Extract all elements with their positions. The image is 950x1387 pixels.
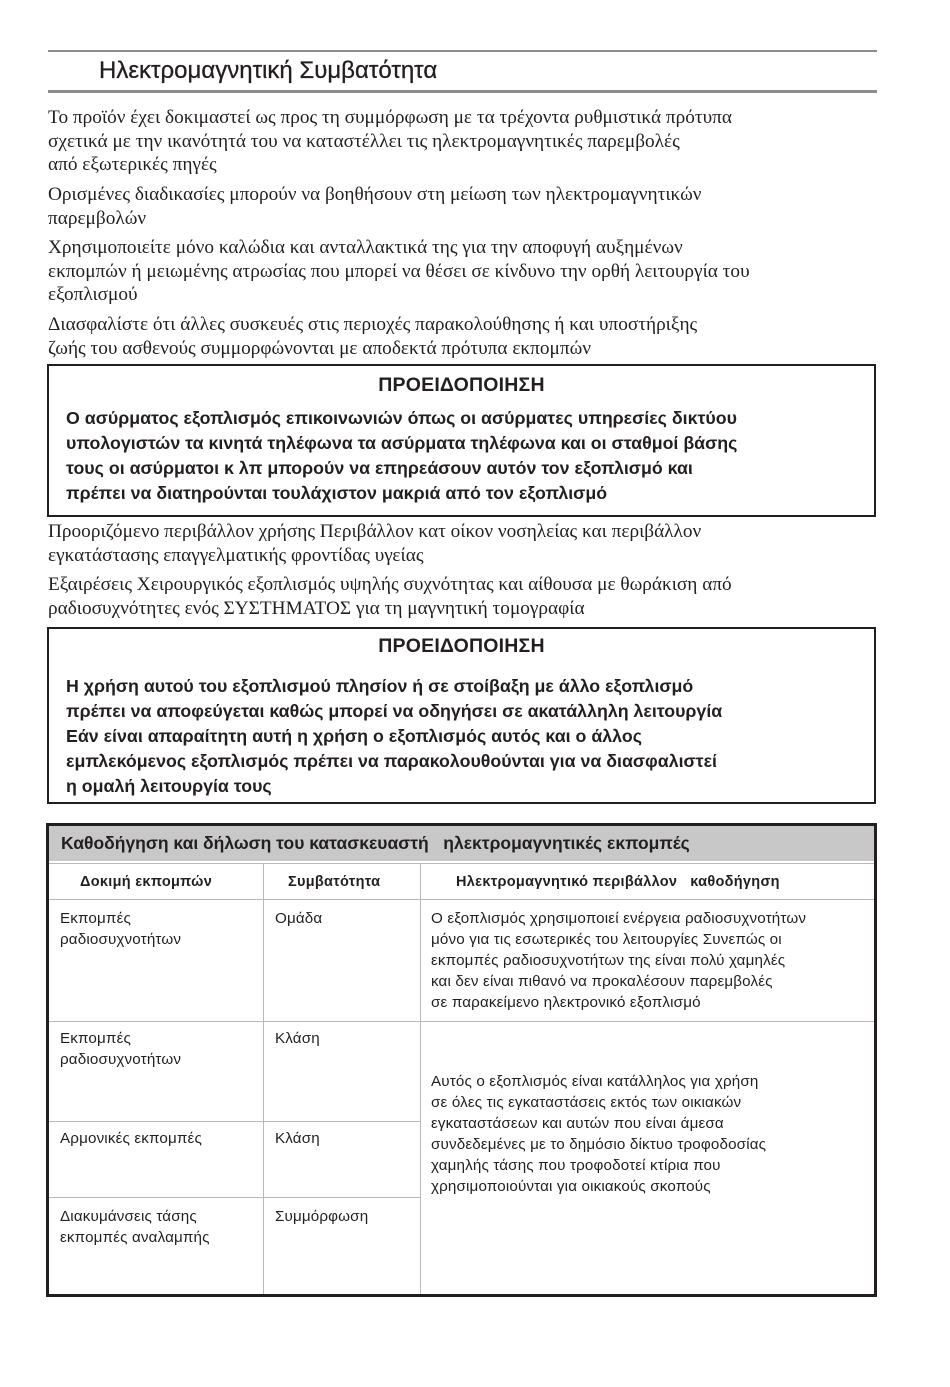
row2-test: Εκπομπές ραδιοσυχνοτήτων: [60, 1030, 182, 1068]
row-divider: [49, 1197, 420, 1198]
header-divider: [49, 863, 874, 864]
warning-box-stacking: [47, 627, 876, 804]
row4-test: Διακυμάνσεις τάσης εκπομπές αναλαμπής: [60, 1208, 210, 1246]
row2-compliance: Κλάση: [275, 1030, 320, 1047]
column-header-test: Δοκιμή εκπομπών: [80, 874, 213, 890]
warning-text: Ο ασύρματος εξοπλισμός επικοινωνιών όπως οι ασύρματες υπηρεσίες δικτύου υπολογιστών τα κινητά τηλέφωνα τα ασύρματα τηλέφωνα και οι σταθμοί βάσης τους οι ασύρματοι κ λπ μπορούν να επηρεάσουν αυτόν τον εξοπλισμό και πρέπει να διατηρούνται τουλάχιστον μακριά από τον εξοπλισμό: [66, 408, 738, 503]
merged-guidance: Αυτός ο εξοπλισμός είναι κατάλληλος για χρήση σε όλες τις εγκαταστάσεις εκτός των οικιακών εγκαταστάσεων και αυτών που είναι άμεσα συνδεδεμένες με το δημόσιο δίκτυο τροφοδοσίας χαμηλής τάσης που τροφοδοτεί κτίρια που χρησιμοποιούνται για οικιακούς σκοπούς: [431, 1073, 767, 1195]
emissions-table: [46, 823, 877, 1297]
row3-compliance: Κλάση: [275, 1130, 320, 1147]
cables-paragraph: Χρησιμοποιείτε μόνο καλώδια και ανταλλακτικά της για την αποφυγή αυξημένων εκπομπών ή μειωμένης ατρωσίας που μπορεί να θέσει σε κίνδυνο την ορθή λειτουργία του εξοπλισμού: [48, 237, 750, 305]
page-title: Ηλεκτρομαγνητική Συμβατότητα: [99, 57, 438, 84]
row1-test: Εκπομπές ραδιοσυχνοτήτων: [60, 910, 182, 948]
row3-test: Αρμονικές εκπομπές: [60, 1130, 202, 1147]
column-header-compliance: Συμβατότητα: [288, 874, 381, 890]
row1-guidance: Ο εξοπλισμός χρησιμοποιεί ενέργεια ραδιοσυχνοτήτων μόνο για τις εσωτερικές του λειτουργίες Συνεπώς οι εκπομπές ραδιοσυχνοτήτων της είναι πολύ χαμηλές και δεν είναι πιθανό να προκαλέσουν παρεμβολές σε παρακείμενο ηλεκτρονικό εξοπλισμό: [431, 910, 807, 1011]
table-title: Καθοδήγηση και δήλωση του κατασκευαστή ηλεκτρομαγνητικές εκπομπές: [49, 826, 874, 861]
column-divider: [263, 864, 264, 1294]
procedures-paragraph: Ορισμένες διαδικασίες μπορούν να βοηθήσουν στη μείωση των ηλεκτρομαγνητικών παρεμβολών: [48, 184, 702, 229]
warning-box-wireless: [47, 364, 876, 517]
row-divider: [49, 1121, 420, 1122]
exceptions-paragraph: Εξαιρέσεις Χειρουργικός εξοπλισμός υψηλής συχνότητας και αίθουσα με θωράκιση από ραδιοσυχνότητες ενός ΣΥΣΤΗΜΑΤΟΣ για τη μαγνητική τομογραφία: [48, 574, 732, 619]
warning-title: ΠΡΟΕΙΔΟΠΟΙΗΣΗ: [378, 374, 545, 396]
row1-compliance: Ομάδα: [275, 910, 323, 927]
row4-compliance: Συμμόρφωση: [275, 1208, 369, 1225]
intro-paragraph: Το προϊόν έχει δοκιμαστεί ως προς τη συμμόρφωση με τα τρέχοντα ρυθμιστικά πρότυπα σχετικά με την ικανότητά του να καταστέλλει τις ηλεκτρομαγνητικές παρεμβολές από εξωτερικές πηγές: [48, 107, 733, 175]
top-rule: [48, 50, 877, 52]
column-header-divider: [49, 899, 874, 900]
title-underline: [48, 90, 877, 93]
column-divider: [420, 864, 421, 1294]
column-header-guidance: Ηλεκτρομαγνητικό περιβάλλον καθοδήγηση: [456, 874, 780, 890]
warning-title: ΠΡΟΕΙΔΟΠΟΙΗΣΗ: [378, 635, 545, 657]
devices-paragraph: Διασφαλίστε ότι άλλες συσκευές στις περιοχές παρακολούθησης ή και υποστήριξης ζωής του ασθενούς συμμορφώνονται με αποδεκτά πρότυπα εκπομπών: [48, 314, 698, 359]
intended-environment-paragraph: Προοριζόμενο περιβάλλον χρήσης Περιβάλλον κατ οίκον νοσηλείας και περιβάλλον εγκατάστασης επαγγελματικής φροντίδας υγείας: [48, 521, 702, 566]
warning-text: Η χρήση αυτού του εξοπλισμού πλησίον ή σε στοίβαξη με άλλο εξοπλισμό πρέπει να αποφεύγεται καθώς μπορεί να οδηγήσει σε ακατάλληλη λειτουργία Εάν είναι απαραίτητη αυτή η χρήση ο εξοπλισμός αυτός και ο άλλος εμπλεκόμενος εξοπλισμός πρέπει να παρακολουθούνται για να διασφαλιστεί η ομαλή λειτουργία τους: [66, 676, 723, 796]
row-divider: [49, 1021, 874, 1022]
